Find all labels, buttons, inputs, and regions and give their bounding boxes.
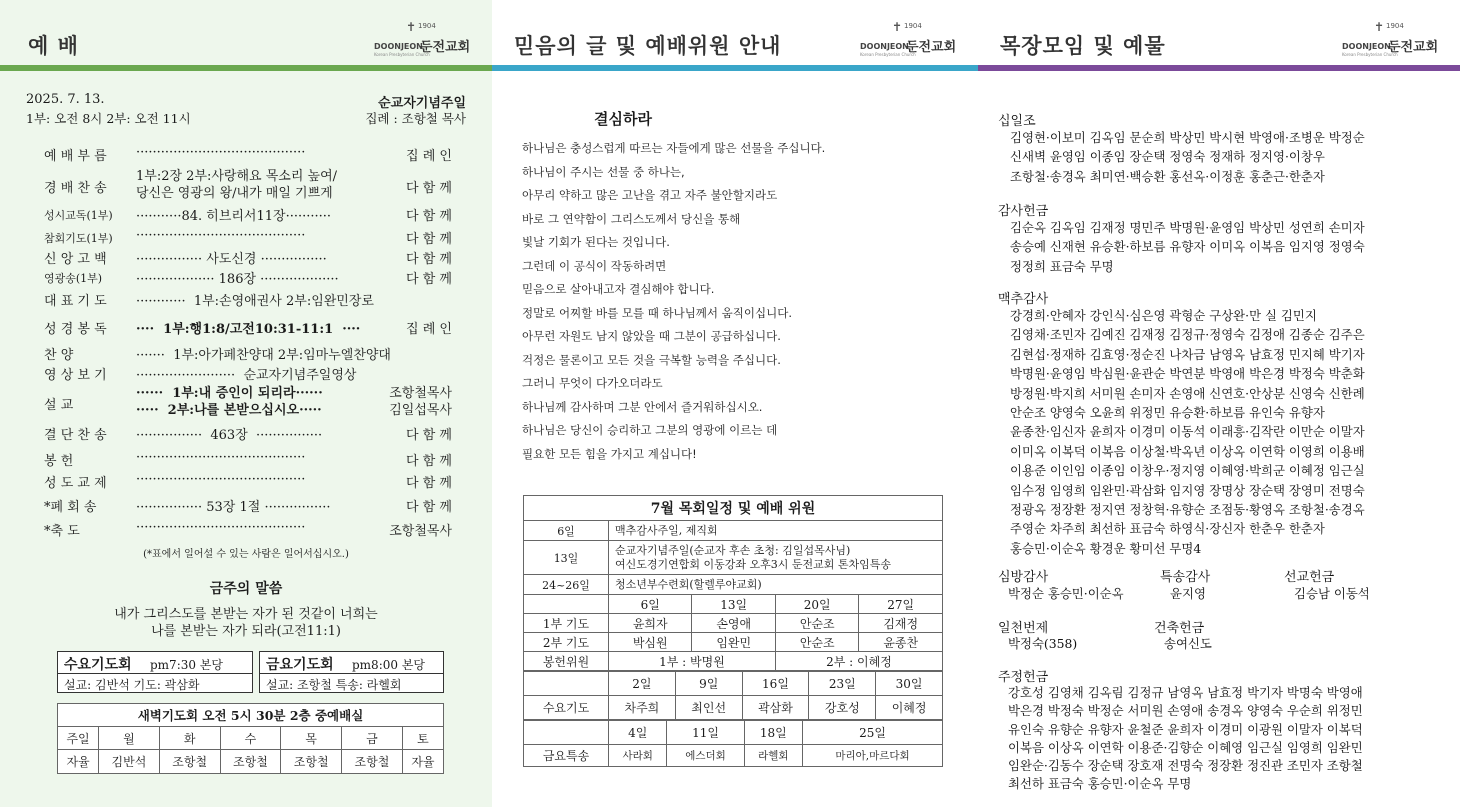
order-detail: ········································· bbox=[136, 472, 306, 487]
order-leader: 다 함 께 bbox=[406, 252, 452, 267]
wed-time: pm7:30 본당 bbox=[150, 658, 224, 672]
event-date: 6일 bbox=[524, 521, 609, 541]
names-line: 윤종찬·임신자 윤희자 이경미 이동석 이래흥·김작란 이만순 이말자 bbox=[1010, 424, 1365, 440]
order-label: *폐 회 송 bbox=[44, 500, 97, 515]
order-item bbox=[44, 228, 452, 248]
order-leader: 다 함 께 bbox=[406, 209, 452, 224]
sunday-date: 6일 bbox=[609, 595, 692, 614]
sunday-name: 순교자기념주일 bbox=[378, 96, 466, 111]
names-line: 이복음 이상옥 이연학 이용준·김향순 이혜영 임근실 임영희 임완민 bbox=[1008, 739, 1363, 755]
section-names bbox=[1010, 218, 1365, 276]
order-detail: ···········84. 히브리서11장··········· bbox=[136, 209, 332, 224]
church-logo: ✝ 1904 DOONJEON 둔전교회 Korean Presbyterian Church bbox=[860, 20, 957, 57]
order-leader: 다 함 께 bbox=[406, 476, 452, 491]
poem-line: 하나님은 충성스럽게 따르는 자들에게 많은 선물을 주십니다. bbox=[522, 141, 826, 155]
order-label: 설 교 bbox=[44, 398, 74, 413]
page-title: 예 배 bbox=[28, 34, 79, 58]
mission-names: 김승남 이동석 bbox=[1294, 586, 1370, 601]
names-line: 송승예 신재현 유승환·하보름 유향자 이미옥 이복음 임지영 정영숙 bbox=[1010, 239, 1365, 255]
poem-line: 하나님이 주시는 선물 중 하나는, bbox=[522, 164, 685, 179]
names-line: 유인숙 유향순 유향자 윤철준 윤희자 이경미 이광원 이말자 이복덕 bbox=[1008, 721, 1363, 737]
prayer-name: 김재정 bbox=[859, 614, 943, 633]
cross-icon: ✝ bbox=[1374, 20, 1385, 34]
dawn-day: 금 bbox=[342, 727, 403, 750]
mission-title: 선교헌금 bbox=[1284, 570, 1335, 585]
order-label: 영 상 보 기 bbox=[44, 368, 107, 383]
officiant: 집례 : 조항철 목사 bbox=[365, 111, 466, 126]
order-leader: 다 함 께 bbox=[406, 232, 452, 247]
order-leader: 다 함 께 bbox=[406, 454, 452, 469]
event-text: 순교자기념주일(순교자 후손 초청: 김일섭목사님) 여신도경기연합회 이동강좌 오후3시 둔전교회 톤차임특송 bbox=[609, 541, 943, 575]
offerings-panel bbox=[978, 0, 1460, 807]
wed-date: 23일 bbox=[809, 672, 876, 696]
cross-icon: ✝ bbox=[406, 20, 417, 34]
order-item bbox=[44, 205, 452, 225]
dawn-leader: 조항철 bbox=[159, 750, 220, 774]
wed-title: 수요기도회 bbox=[64, 657, 132, 673]
section-title: 십일조 bbox=[998, 114, 1036, 129]
order-leader: 다 함 께 bbox=[406, 272, 452, 287]
wed-name: 최인선 bbox=[675, 696, 742, 720]
prayer-name: 손영애 bbox=[692, 614, 775, 633]
poem-title: 결심하라 bbox=[594, 110, 652, 128]
poem-line: 그러니 무엇이 다가오더라도 bbox=[522, 376, 663, 390]
poem-line: 아무런 자원도 남지 않았을 때 그분이 공급하십니다. bbox=[522, 329, 781, 343]
panel-header bbox=[978, 0, 1460, 66]
teuksong-names: 윤지영 bbox=[1170, 586, 1206, 601]
names-line: 박은경 박정숙 박정순 서미원 손영애 송경옥 양영숙 우순희 위정민 bbox=[1008, 703, 1363, 719]
order-label: 대 표 기 도 bbox=[44, 294, 107, 309]
jujeong-title: 주정헌금 bbox=[998, 670, 1049, 685]
order-item bbox=[44, 290, 452, 310]
poem-body bbox=[522, 137, 825, 466]
order-detail: ················ 사도신경 ················ bbox=[136, 252, 327, 267]
names-line: 조항철·송경옥 최미연·백승환 홍선옥·이정훈 홍춘근·한춘자 bbox=[1010, 168, 1325, 184]
panel-header bbox=[492, 0, 978, 66]
service-date: 2025. 7. 13. bbox=[26, 92, 105, 107]
prayer-name: 윤종찬 bbox=[859, 633, 943, 652]
event-row bbox=[524, 541, 943, 575]
order-item bbox=[44, 520, 452, 540]
fri-date: 4일 bbox=[609, 721, 667, 745]
poem-line: 바로 그 연약함이 그리스도께서 당신을 통해 bbox=[522, 211, 741, 226]
jujeong-names bbox=[1008, 684, 1363, 794]
names-line: 홍승민·이순옥 황경운 황미선 무명4 bbox=[1010, 540, 1202, 556]
ilcheon-names: 박정숙(358) bbox=[1008, 636, 1078, 651]
dawn-leader: 조항철 bbox=[220, 750, 281, 774]
dawn-prayer-table: 새벽기도회 오전 5시 30분 2층 중예배실 주일 월 화 수 목 금 토 자율 김반석 조항철 조항철 조항철 조항철 자율 bbox=[57, 703, 444, 774]
order-label: 경 배 찬 송 bbox=[44, 181, 107, 196]
service-times: 1부: 오전 8시 2부: 오전 11시 bbox=[26, 111, 191, 126]
order-label: 찬 양 bbox=[44, 348, 74, 363]
order-detail: ········································· bbox=[136, 228, 306, 243]
prayer-name: 윤희자 bbox=[609, 614, 692, 633]
teuksong-title: 특송감사 bbox=[1160, 570, 1211, 585]
names-line: 강경희·안혜자 강인식·심은영 곽형순 구상완·만 실 김민지 bbox=[1010, 308, 1317, 323]
church-logo: ✝ 1904 DOONJEON 둔전교회 Korean Presbyterian Church bbox=[1342, 20, 1439, 57]
dawn-leader: 조항철 bbox=[281, 750, 342, 774]
fri-label: 금요특송 bbox=[524, 745, 609, 767]
order-label: 신 앙 고 백 bbox=[44, 252, 107, 267]
header-bar bbox=[978, 65, 1460, 71]
names-line: 김영현·이보미 김옥임 문순희 박상민 박시현 박영애·조병운 박정순 bbox=[1010, 130, 1365, 145]
wed-date: 2일 bbox=[609, 672, 676, 696]
order-item bbox=[44, 496, 452, 516]
wed-label: 수요기도 bbox=[524, 696, 609, 720]
dawn-day: 화 bbox=[159, 727, 220, 750]
order-item bbox=[44, 344, 452, 364]
order-item bbox=[44, 364, 452, 384]
devotion-panel bbox=[492, 0, 978, 807]
names-line: 김현섭·정재하 김효영·정순진 나차금 남영옥 남효정 민지혜 박기자 bbox=[1010, 346, 1365, 362]
sunday-date: 13일 bbox=[692, 595, 775, 614]
order-detail: ······· 1부:아가페찬양대 2부:임마누엘찬양대 bbox=[136, 348, 391, 363]
order-item bbox=[44, 268, 452, 288]
wed-name: 곽삼화 bbox=[742, 696, 809, 720]
fri-name: 마리아,마르다회 bbox=[803, 745, 943, 767]
order-leader: 다 함 께 bbox=[406, 181, 452, 196]
prayer-label: 2부 기도 bbox=[524, 633, 609, 652]
poem-line: 믿음으로 살아내고자 결심해야 합니다. bbox=[522, 282, 715, 296]
order-detail: ················ 53장 1절 ················ bbox=[136, 500, 331, 515]
cross-icon: ✝ bbox=[892, 20, 903, 34]
order-leader: 집 례 인 bbox=[406, 149, 452, 164]
dawn-day: 주일 bbox=[58, 727, 99, 750]
order-item bbox=[44, 424, 452, 444]
names-line: 김순옥 김옥임 김재정 명민주 박명원·윤영임 박상민 성연희 손미자 bbox=[1010, 220, 1365, 235]
order-item bbox=[44, 318, 452, 338]
building-names: 송여신도 bbox=[1164, 636, 1212, 651]
order-label: 참회기도(1부) bbox=[44, 232, 113, 245]
poem-line: 정말로 어찌할 바를 모를 때 하나님께서 움직이십니다. bbox=[522, 305, 792, 320]
order-detail: ············ 1부:손영애권사 2부:임완민장로 bbox=[136, 294, 374, 309]
names-line: 최선하 표금숙 홍승민·이순옥 무명 bbox=[1008, 776, 1192, 792]
order-item bbox=[44, 168, 452, 201]
wed-date: 9일 bbox=[675, 672, 742, 696]
names-line: 강호성 김영채 김옥림 김정규 남영옥 남효정 박기자 박명숙 박영애 bbox=[1008, 685, 1363, 700]
order-leader: 조항철목사 bbox=[389, 524, 452, 539]
order-leader: 집 례 인 bbox=[406, 322, 452, 337]
event-row bbox=[524, 575, 943, 595]
simbang-names: 박정순 홍승민·이순옥 bbox=[1008, 586, 1124, 601]
prayer-name: 임완민 bbox=[692, 633, 775, 652]
friday-schedule bbox=[523, 720, 943, 767]
fri-detail: 설교: 조항철 특송: 라헬회 bbox=[266, 678, 402, 692]
prayer-label: 1부 기도 bbox=[524, 614, 609, 633]
ilcheon-title: 일천번제 bbox=[998, 621, 1049, 636]
church-logo: ✝ 1904 DOONJEON 둔전교회 Korean Presbyterian Church bbox=[374, 20, 471, 57]
fri-name: 에스더회 bbox=[667, 745, 744, 767]
poem-line: 그런데 이 공식이 작동하려면 bbox=[522, 258, 667, 273]
event-row bbox=[524, 521, 943, 541]
sunday-date: 27일 bbox=[859, 595, 943, 614]
poem-line: 걱정은 물론이고 모든 것을 극복할 능력을 주십니다. bbox=[522, 352, 781, 367]
names-line: 신새벽 윤영임 이종임 장순택 정영숙 정재하 정지영·이창우 bbox=[1010, 149, 1325, 165]
poem-line: 빛날 기회가 된다는 것입니다. bbox=[522, 235, 670, 249]
worship-order-panel bbox=[0, 0, 492, 807]
wed-detail: 설교: 김반석 기도: 곽삼화 bbox=[64, 678, 200, 692]
section-names bbox=[1010, 128, 1365, 186]
friday-prayer-box bbox=[259, 651, 444, 693]
prayer-name: 안순조 bbox=[775, 633, 858, 652]
names-line: 임수정 임영희 임완민·곽삼화 임지영 장명상 장순택 장영미 전명숙 bbox=[1010, 482, 1365, 498]
order-detail: ························ 순교자기념주일영상 bbox=[136, 368, 357, 383]
order-label: 성 도 교 제 bbox=[44, 476, 107, 491]
fri-name: 라헬회 bbox=[744, 745, 802, 767]
schedule-table: 7월 목회일정 및 예배 위원 6일 맥추감사주일, 제직회 13일 순교자기념주일(순교자 후손 초청: 김일섭목사님) 여신도경기연합회 이동강좌 오후3시 둔전교회 톤차임특송 24~26일 청소년부수련회(할렐루야교회) 6일 13일 20일 27일 1부 기도 윤희자 손영애 안순조 김재정 2부 기도 박심원 임완민 안순조 윤종찬 봉헌위원 1부 : 박명원 2부 : 이혜정 bbox=[523, 495, 943, 671]
prayer-name: 박심원 bbox=[609, 633, 692, 652]
order-detail: ········································· bbox=[136, 520, 306, 535]
order-item bbox=[44, 472, 452, 492]
section-title: 감사헌금 bbox=[998, 204, 1049, 219]
order-label: 결 단 찬 송 bbox=[44, 428, 107, 443]
building-title: 건축헌금 bbox=[1154, 621, 1205, 636]
simbang-title: 심방감사 bbox=[998, 570, 1049, 585]
order-detail: 1부:2장 2부:사랑해요 목소리 높여/ 당신은 영광의 왕/내가 매일 기쁘게 bbox=[136, 169, 338, 201]
names-line: 이용준 이인임 이종임 이창우·정지영 이혜영·박희군 이혜정 임근실 bbox=[1010, 463, 1365, 479]
sunday-date: 20일 bbox=[775, 595, 858, 614]
word-title: 금주의 말씀 bbox=[209, 581, 283, 597]
page-title: 목장모임 및 예물 bbox=[1000, 34, 1166, 58]
wednesday-prayer-box bbox=[57, 651, 253, 693]
names-line: 방정원·박지희 서미원 손미자 손영애 신연호·안상분 신영숙 신한례 bbox=[1010, 385, 1365, 401]
dawn-day: 토 bbox=[402, 727, 443, 750]
order-detail: ··················· 186장 ··················· bbox=[136, 272, 339, 287]
names-line: 박명원·윤영임 박심원·윤관순 박연분 박영애 박은경 박정숙 박춘화 bbox=[1010, 366, 1365, 382]
event-date: 24~26일 bbox=[524, 575, 609, 595]
section-title: 맥추감사 bbox=[998, 292, 1049, 307]
names-line: 이미옥 이복덕 이복음 이상철·박옥년 이상옥 이연학 이영희 이용배 bbox=[1010, 443, 1365, 459]
header-bar bbox=[492, 65, 978, 71]
wednesday-schedule bbox=[523, 671, 943, 720]
dawn-day: 월 bbox=[99, 727, 160, 750]
names-line: 주영순 차주희 최선하 표금숙 하영식·장신자 한춘우 한춘자 bbox=[1010, 521, 1325, 537]
order-item bbox=[44, 248, 452, 268]
poem-line: 필요한 모든 힘을 가지고 계십니다! bbox=[522, 446, 697, 461]
wed-name: 차주희 bbox=[609, 696, 676, 720]
fri-time: pm8:00 본당 bbox=[352, 658, 426, 672]
order-label: 성 경 봉 독 bbox=[44, 322, 107, 337]
fri-date: 18일 bbox=[744, 721, 802, 745]
poem-line: 하나님께 감사하며 그분 안에서 즐거워하십시오. bbox=[522, 399, 763, 414]
wed-date: 16일 bbox=[742, 672, 809, 696]
names-line: 김영채·조민자 김예진 김재정 김정규·정영숙 김정애 김종순 김주은 bbox=[1010, 327, 1365, 343]
word-line-2: 나를 본받는 자가 되라(고전11:1) bbox=[151, 624, 341, 639]
word-line-1: 내가 그리스도를 본받는 자가 된 것같이 너희는 bbox=[114, 607, 378, 622]
order-detail: ········································· bbox=[136, 145, 306, 160]
section-names bbox=[1010, 306, 1365, 558]
wed-date: 30일 bbox=[876, 672, 943, 696]
order-leader: 다 함 께 bbox=[406, 500, 452, 515]
poem-line: 아무리 약하고 많은 고난을 겪고 자주 불안할지라도 bbox=[522, 188, 778, 202]
standing-note: (*표에서 일어설 수 있는 사람은 일어서십시오.) bbox=[143, 549, 349, 560]
fri-date: 11일 bbox=[667, 721, 744, 745]
header-bar bbox=[0, 65, 492, 71]
fri-name: 사라회 bbox=[609, 745, 667, 767]
order-label: 성시교독(1부) bbox=[44, 209, 113, 222]
order-detail: ···· 1부:행1:8/고전10:31-11:1 ···· bbox=[136, 322, 361, 337]
names-line: 안순조 양영숙 오윤희 위정민 유승환·하보름 유인숙 유향자 bbox=[1010, 405, 1325, 421]
order-detail: ······ 1부:내 증인이 되리라······ ····· 2부:나를 본받으십시오····· bbox=[136, 386, 323, 418]
order-label: 봉 헌 bbox=[44, 454, 74, 469]
wed-name: 강호성 bbox=[809, 696, 876, 720]
order-label: 영광송(1부) bbox=[44, 272, 103, 285]
order-item bbox=[44, 385, 452, 418]
dawn-day: 수 bbox=[220, 727, 281, 750]
dawn-leader: 자율 bbox=[58, 750, 99, 774]
dawn-day: 목 bbox=[281, 727, 342, 750]
event-text: 맥추감사주일, 제직회 bbox=[609, 521, 943, 541]
prayer-name: 안순조 bbox=[775, 614, 858, 633]
poem-line: 하나님은 당신이 승리하고 그분의 영광에 이르는 데 bbox=[522, 423, 778, 437]
event-text: 청소년부수련회(할렐루야교회) bbox=[609, 575, 943, 595]
order-item bbox=[44, 450, 452, 470]
order-leader: 다 함 께 bbox=[406, 428, 452, 443]
fri-date: 25일 bbox=[803, 721, 943, 745]
names-line: 정광옥 정장환 정지연 정창혁·유향순 조점동·황영옥 조항철·송경옥 bbox=[1010, 502, 1365, 518]
page-title: 믿음의 글 및 예배위원 안내 bbox=[514, 34, 782, 58]
fri-title: 금요기도회 bbox=[266, 657, 334, 673]
dawn-leader: 조항철 bbox=[342, 750, 403, 774]
order-detail: ········································· bbox=[136, 450, 306, 465]
dawn-leader: 자율 bbox=[402, 750, 443, 774]
event-date: 13일 bbox=[524, 541, 609, 575]
names-line: 정정희 표금숙 무명 bbox=[1010, 258, 1114, 274]
names-line: 임완순·김동수 장순택 장호재 전명숙 정장환 정진관 조민자 조항철 bbox=[1008, 758, 1363, 774]
order-label: *축 도 bbox=[44, 524, 80, 539]
order-detail: ················ 463장 ················ bbox=[136, 428, 323, 443]
panel-header bbox=[0, 0, 492, 66]
wed-name: 이혜정 bbox=[876, 696, 943, 720]
order-label: 예 배 부 름 bbox=[44, 149, 107, 164]
dawn-leader: 김반석 bbox=[99, 750, 160, 774]
order-leader: 조항철목사 김일섭목사 bbox=[389, 386, 452, 418]
order-item bbox=[44, 145, 452, 165]
